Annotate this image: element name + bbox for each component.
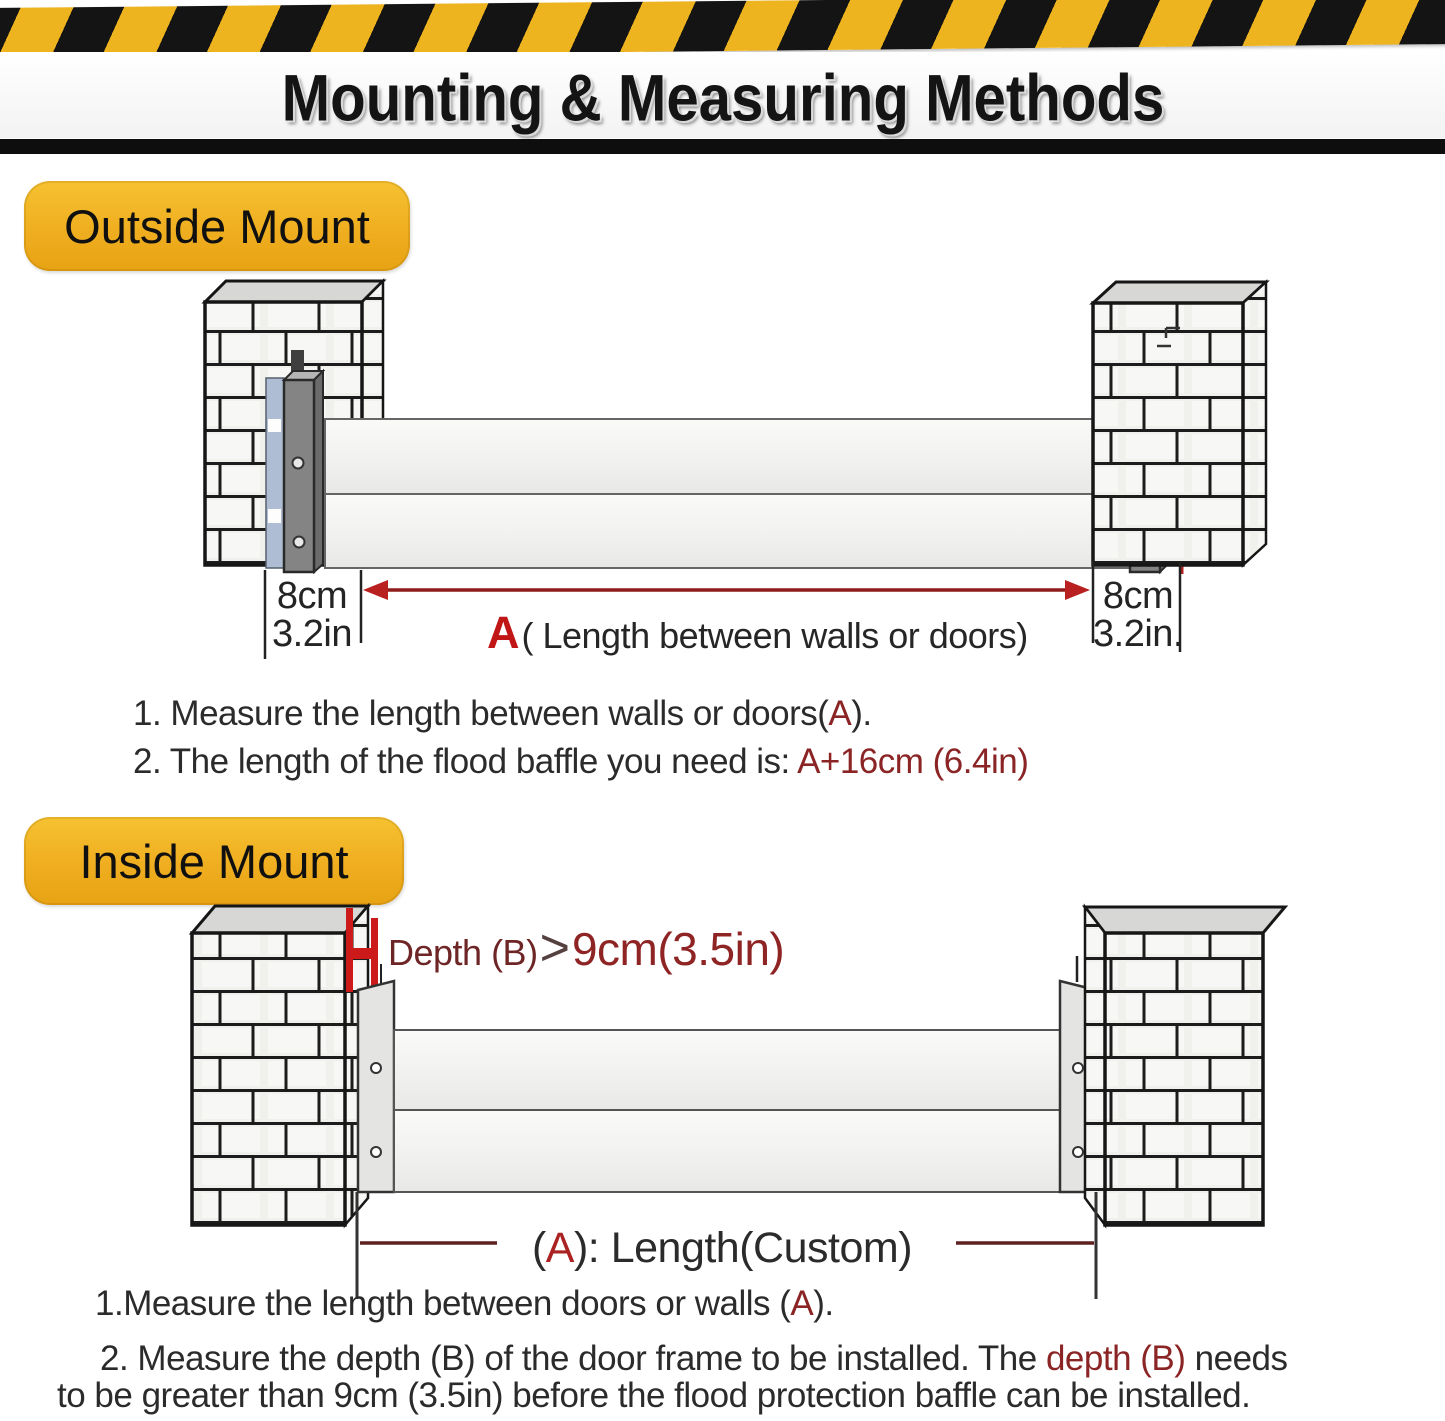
- step-text: needs: [1185, 1339, 1288, 1378]
- step-text: to be greater than 9cm (3.5in) before the flood protection baffle can be installed.: [57, 1376, 1251, 1415]
- screw-hole: [294, 537, 305, 548]
- outside-mount-badge: [24, 181, 410, 271]
- depth-label-text: Depth (B): [388, 932, 538, 973]
- label-text: ): Length(Custom): [573, 1224, 913, 1272]
- step-em: A: [828, 694, 852, 733]
- span-length-label: [487, 607, 1028, 659]
- depth-value: 9cm(3.5in): [571, 923, 785, 975]
- screw-hole: [1073, 1063, 1083, 1073]
- length-custom-label: [532, 1224, 912, 1273]
- outside-right-pillar: [1093, 282, 1266, 565]
- screw-hole: [1073, 1147, 1083, 1157]
- step-em: A+16cm (6.4in): [797, 742, 1029, 781]
- screw-hole: [371, 1147, 381, 1157]
- dim-right-8cm: 8cm: [1102, 575, 1174, 617]
- screw-hole: [293, 458, 304, 469]
- outside-left-bracket: [266, 371, 323, 572]
- dim-left-8cm: 8cm: [276, 575, 348, 617]
- arrowhead-left: [363, 580, 388, 600]
- outside-step-1: [133, 694, 872, 734]
- outside-flood-barrier-boards: [325, 419, 1130, 568]
- step-em: A: [790, 1284, 814, 1323]
- dim-right-3-2in: 3.2in.: [1093, 613, 1183, 655]
- depth-label: [388, 918, 784, 978]
- step-text: ).: [813, 1284, 834, 1323]
- screw-hole: [371, 1063, 381, 1073]
- step-text: 1.Measure the length between doors or walls (: [95, 1284, 791, 1323]
- inside-step-2-line-2: [57, 1376, 1250, 1416]
- inside-step-1: [95, 1284, 834, 1324]
- page-title: Mounting & Measuring Methods: [281, 61, 1164, 135]
- outside-mount-diagram: [0, 270, 1445, 665]
- label-text: (: [531, 1224, 546, 1272]
- inside-flood-barrier-boards: [394, 1030, 1060, 1192]
- inside-left-bracket: [358, 981, 394, 1192]
- outside-step-2: [133, 742, 1028, 782]
- span-label-text: ( Length between walls or doors): [521, 615, 1028, 656]
- inside-right-pillar: [1085, 907, 1285, 1225]
- step-text: 1. Measure the length between walls or doors(: [133, 694, 829, 733]
- inside-mount-badge: [24, 817, 404, 905]
- outside-mount-badge-label: Outside Mount: [64, 199, 370, 253]
- step-em: depth (B): [1045, 1339, 1186, 1378]
- inside-mount-badge-label: Inside Mount: [79, 834, 349, 888]
- seal-strip: [266, 378, 284, 568]
- label-letter-A: A: [545, 1224, 574, 1272]
- title-underline-bar: [0, 139, 1445, 154]
- dim-left-3-2in: 3.2in: [272, 613, 352, 655]
- greater-than-sign: >: [539, 919, 570, 977]
- inside-step-2-line-1: [100, 1339, 1288, 1379]
- hazard-stripe-banner: [0, 0, 1445, 58]
- step-text: 2. Measure the depth (B) of the door frame to be installed. The: [100, 1339, 1046, 1378]
- arrowhead-right: [1065, 580, 1090, 600]
- inside-left-pillar: [192, 906, 368, 1225]
- step-text: 2. The length of the flood baffle you need is:: [133, 742, 798, 781]
- step-text: ).: [851, 694, 872, 733]
- span-letter-A: A: [487, 607, 520, 658]
